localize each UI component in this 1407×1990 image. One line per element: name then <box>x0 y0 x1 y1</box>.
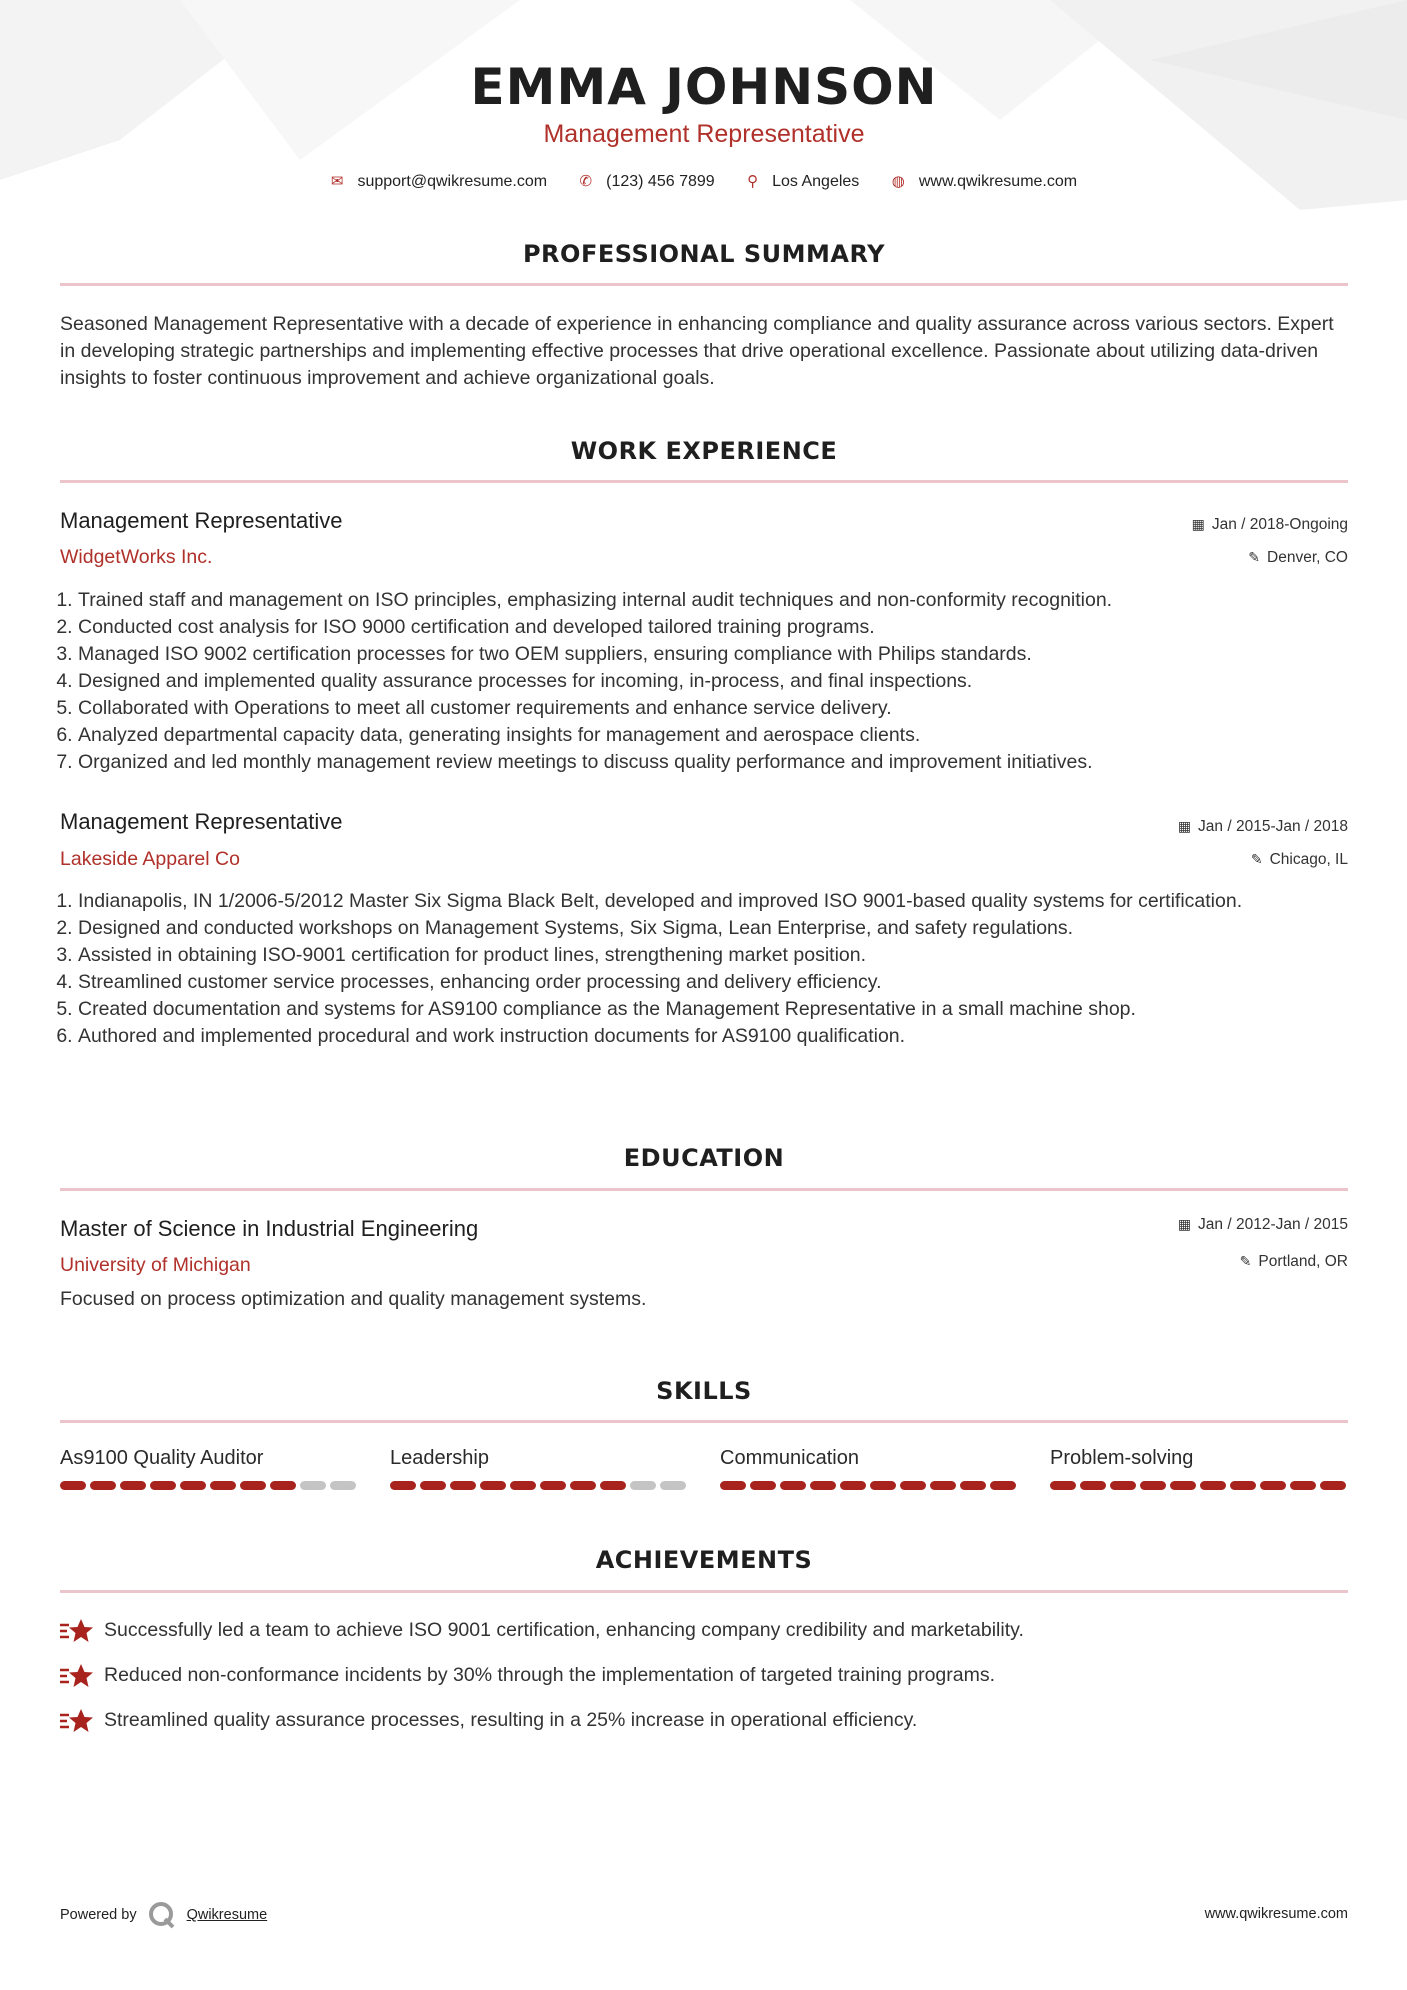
skill-segment-filled <box>510 1481 536 1490</box>
skill-name: Problem-solving <box>1050 1447 1194 1469</box>
skill-segment-empty <box>660 1481 686 1490</box>
list-item: 2. Designed and conducted workshops on Management Systems, Six Sigma, Lean Enterprise, and safety regulations. <box>78 915 1366 942</box>
skill-segment-filled <box>210 1481 236 1490</box>
section-title-achievements: ACHIEVEMENTS <box>595 1546 813 1574</box>
skill-item <box>720 1447 1020 1490</box>
footer-website[interactable]: www.qwikresume.com <box>1204 1906 1348 1922</box>
skill-segment-filled <box>540 1481 566 1490</box>
footer-powered-by <box>60 1900 267 1930</box>
skill-segment-filled <box>960 1481 986 1490</box>
section-title-skills: SKILLS <box>656 1377 752 1405</box>
skill-segment-filled <box>90 1481 116 1490</box>
list-item: 6. Authored and implemented procedural and work instruction documents for AS9100 qualification. <box>78 1023 1366 1050</box>
company-name: Lakeside Apparel Co <box>60 848 240 870</box>
map-pin-icon: ⚲ <box>747 173 759 190</box>
skill-name: Leadership <box>390 1447 489 1469</box>
education-location: ✎ Portland, OR <box>1239 1253 1348 1270</box>
skill-segment-filled <box>870 1481 896 1490</box>
skill-segment-filled <box>720 1481 746 1490</box>
list-item: 2. Conducted cost analysis for ISO 9000 certification and developed tailored training programs. <box>78 614 1366 641</box>
skill-segment-filled <box>1230 1481 1256 1490</box>
list-item: 4. Designed and implemented quality assurance processes for incoming, in-process, and final inspections. <box>78 668 1366 695</box>
skill-level-bar <box>1050 1481 1350 1490</box>
education-dates: ▦ Jan / 2012-Jan / 2015 <box>1177 1216 1348 1233</box>
skill-segment-filled <box>390 1481 416 1490</box>
calendar-icon: ▦ <box>1191 516 1205 532</box>
job-location: ✎ Chicago, IL <box>1250 851 1348 868</box>
pushpin-icon: ✎ <box>1250 851 1263 867</box>
contact-email[interactable]: ✉ support@qwikresume.com <box>330 173 548 190</box>
education-description: Focused on process optimization and quality management systems. <box>60 1288 647 1310</box>
skill-segment-filled <box>480 1481 506 1490</box>
list-item: 5. Collaborated with Operations to meet all customer requirements and enhance service delivery. <box>78 695 1366 722</box>
job-title: Management Representative <box>60 508 343 533</box>
skill-segment-filled <box>1110 1481 1136 1490</box>
achievement-item: Streamlined quality assurance processes, resulting in a 25% increase in operational efficiency. <box>60 1708 917 1734</box>
section-title-experience: WORK EXPERIENCE <box>570 437 838 465</box>
skill-segment-filled <box>240 1481 266 1490</box>
skill-segment-filled <box>600 1481 626 1490</box>
skill-level-bar <box>60 1481 360 1490</box>
company-name: WidgetWorks Inc. <box>60 546 213 568</box>
phone-icon: ✆ <box>579 173 593 190</box>
degree-title: Master of Science in Industrial Engineering <box>60 1216 479 1241</box>
skill-segment-empty <box>630 1481 656 1490</box>
list-item: 3. Managed ISO 9002 certification processes for two OEM suppliers, ensuring compliance with Philips standards. <box>78 641 1366 668</box>
summary-text: Seasoned Management Representative with a decade of experience in enhancing compliance and quality assurance across various sectors. Expert in developing strategic partnerships and implementing effective processes that drive operational excellence. Passionate about utilizing data-driven insights to foster continuous improvement and achieve organizational goals. <box>60 313 1334 389</box>
contact-bar <box>60 172 1348 191</box>
achievement-item: Reduced non-conformance incidents by 30% through the implementation of targeted training programs. <box>60 1663 995 1689</box>
star-icon <box>60 1708 94 1734</box>
skill-level-bar <box>720 1481 1020 1490</box>
list-item: 6. Analyzed departmental capacity data, generating insights for management and aerospace clients. <box>78 722 1366 749</box>
skill-segment-filled <box>150 1481 176 1490</box>
skill-segment-filled <box>450 1481 476 1490</box>
skill-segment-filled <box>810 1481 836 1490</box>
list-item: 3. Assisted in obtaining ISO-9001 certification for product lines, strengthening market position. <box>78 942 1366 969</box>
skill-segment-filled <box>1050 1481 1076 1490</box>
pushpin-icon: ✎ <box>1248 549 1261 565</box>
envelope-icon: ✉ <box>330 173 344 190</box>
section-divider <box>60 1188 1348 1191</box>
pushpin-icon: ✎ <box>1239 1253 1252 1269</box>
skill-segment-filled <box>1290 1481 1316 1490</box>
job-location: ✎ Denver, CO <box>1248 549 1348 566</box>
skill-item <box>1050 1447 1350 1490</box>
skill-name: As9100 Quality Auditor <box>60 1447 264 1469</box>
powered-by-label: Powered by <box>60 1907 137 1923</box>
section-divider <box>60 1420 1348 1423</box>
candidate-name: EMMA JOHNSON <box>470 58 938 116</box>
section-title-summary: PROFESSIONAL SUMMARY <box>522 240 886 268</box>
job-bullets <box>60 888 1366 1050</box>
skill-segment-filled <box>180 1481 206 1490</box>
achievement-item: Successfully led a team to achieve ISO 9001 certification, enhancing company credibility and marketability. <box>60 1618 1024 1644</box>
skill-segment-filled <box>570 1481 596 1490</box>
star-icon <box>60 1618 94 1644</box>
skill-segment-filled <box>1170 1481 1196 1490</box>
job-bullets <box>60 587 1366 776</box>
skill-segment-filled <box>1140 1481 1166 1490</box>
calendar-icon: ▦ <box>1177 1216 1192 1232</box>
skill-segment-filled <box>930 1481 956 1490</box>
skill-segment-filled <box>840 1481 866 1490</box>
star-icon <box>60 1663 94 1689</box>
skill-segment-filled <box>990 1481 1016 1490</box>
skill-segment-filled <box>900 1481 926 1490</box>
skill-item <box>390 1447 690 1490</box>
skill-level-bar <box>390 1481 690 1490</box>
skill-segment-filled <box>780 1481 806 1490</box>
section-title-education: EDUCATION <box>623 1144 785 1172</box>
section-divider <box>60 480 1348 483</box>
skill-segment-filled <box>750 1481 776 1490</box>
skill-segment-filled <box>60 1481 86 1490</box>
contact-location: ⚲ Los Angeles <box>747 173 860 190</box>
job-title: Management Representative <box>60 809 343 834</box>
job-dates: ▦ Jan / 2018-Ongoing <box>1191 516 1348 533</box>
skill-segment-filled <box>270 1481 296 1490</box>
school-name: University of Michigan <box>60 1254 251 1276</box>
calendar-icon: ▦ <box>1177 818 1192 834</box>
qwikresume-logo-icon <box>147 1900 177 1930</box>
contact-website[interactable]: ◍ www.qwikresume.com <box>891 173 1078 190</box>
skill-segment-empty <box>330 1481 356 1490</box>
job-dates: ▦ Jan / 2015-Jan / 2018 <box>1177 818 1348 835</box>
section-divider <box>60 1590 1348 1593</box>
skill-segment-filled <box>1260 1481 1286 1490</box>
list-item: 1. Indianapolis, IN 1/2006-5/2012 Master Six Sigma Black Belt, developed and improved ISO 9001-based quality systems for certification. <box>78 888 1366 915</box>
candidate-role: Management Representative <box>543 120 865 148</box>
skill-segment-filled <box>1200 1481 1226 1490</box>
list-item: 7. Organized and led monthly management review meetings to discuss quality performance and improvement initiatives. <box>78 749 1366 776</box>
skill-name: Communication <box>720 1447 859 1469</box>
section-divider <box>60 283 1348 286</box>
qwikresume-link[interactable]: Qwikresume <box>186 1907 268 1923</box>
skill-segment-filled <box>420 1481 446 1490</box>
contact-phone[interactable]: ✆ (123) 456 7899 <box>579 173 715 190</box>
skill-item <box>60 1447 360 1490</box>
globe-icon: ◍ <box>891 173 905 190</box>
skill-segment-empty <box>300 1481 326 1490</box>
skill-segment-filled <box>1320 1481 1346 1490</box>
list-item: 1. Trained staff and management on ISO principles, emphasizing internal audit techniques and non-conformity recognition. <box>78 587 1366 614</box>
list-item: 4. Streamlined customer service processes, enhancing order processing and delivery efficiency. <box>78 969 1366 996</box>
skill-segment-filled <box>1080 1481 1106 1490</box>
skill-segment-filled <box>120 1481 146 1490</box>
list-item: 5. Created documentation and systems for AS9100 compliance as the Management Representative in a small machine shop. <box>78 996 1366 1023</box>
